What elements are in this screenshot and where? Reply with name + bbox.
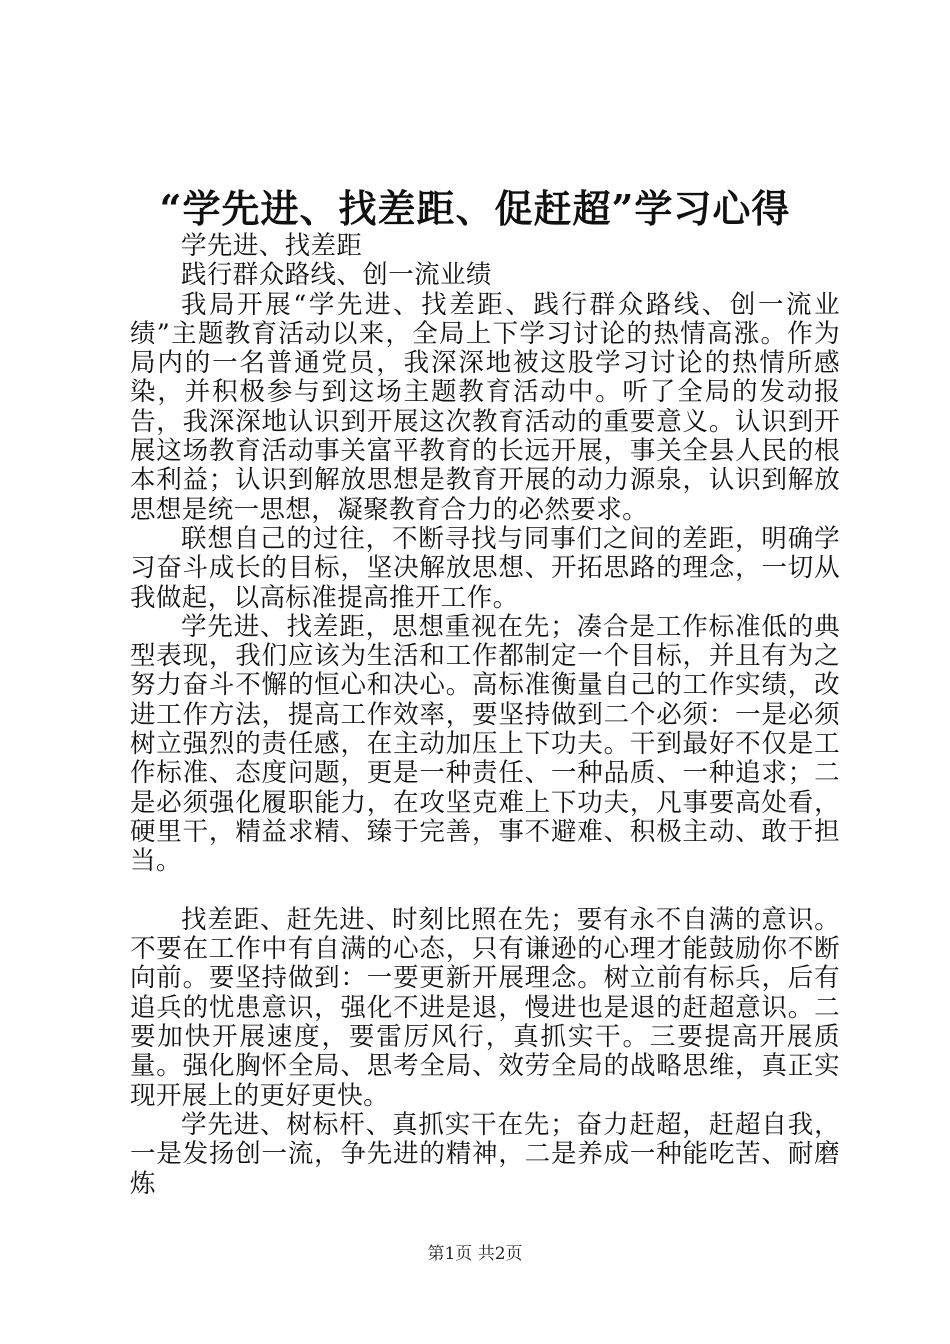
page-number-footer: 第1页 共2页	[427, 1244, 523, 1264]
paragraph-comparison: 找差距、赶先进、时刻比照在先；要有永不自满的意识。不要在工作中有自满的心态，只有谦逊的心理才能鼓励你不断向前。要坚持做到：一要更新开展理念。树立前有标兵，后有追兵的忧患意识，强化不进是退，慢进也是退的赶超意识。二要加快开展速度，要雷厉风行，真抓实干。三要提高开展质量。强化胸怀全局、思考全局、效劳全局的战略思维，真正实现开展上的更好更快。	[130, 904, 840, 1111]
paragraph-standards: 学先进、找差距，思想重视在先；凑合是工作标准低的典型表现，我们应该为生活和工作都制定一个目标，并且有为之努力奋斗不懈的恒心和决心。高标准衡量自己的工作实绩，改进工作方法，提高工作效率，要坚持做到二个必须：一是必须树立强烈的责任感，在主动加压上下功夫。干到最好不仅是工作标准、态度问题，更是一种责任、一种品质、一种追求；二是必须强化履职能力，在攻坚克难上下功夫，凡事要高处看，硬里干，精益求精、臻于完善，事不避难、积极主动、敢于担当。	[130, 611, 840, 877]
paragraph-subtitle-2: 践行群众路线、创一流业绩	[181, 260, 492, 291]
document-title: “学先进、找差距、促赶超”学习心得	[159, 186, 791, 231]
paragraph-subtitle-1: 学先进、找差距	[181, 231, 363, 261]
paragraph-intro: 我局开展“学先进、找差距、践行群众路线、创一流业绩”主题教育活动以来，全局上下学习讨论的热情高涨。作为局内的一名普通党员，我深深地被这股学习讨论的热情所感染，并积极参与到这场主题教育活动中。听了全局的发动报告，我深深地认识到开展这次教育活动的重要意义。认识到开展这场教育活动事关富平教育的长远开展，事关全县人民的根本利益；认识到解放思想是教育开展的动力源泉，认识到解放思想是统一思想，凝聚教育合力的必然要求。	[130, 289, 840, 525]
paragraph-benchmark: 学先进、树标杆、真抓实干在先；奋力赶超，赶超自我，一是发扬创一流，争先进的精神，二是养成一种能吃苦、耐磨炼	[130, 1109, 840, 1199]
document-body	[130, 232, 840, 1199]
paragraph-reflection: 联想自己的过往，不断寻找与同事们之间的差距，明确学习奋斗成长的目标，坚决解放思想、开拓思路的理念，一切从我做起，以高标准提高推开工作。	[130, 523, 840, 613]
